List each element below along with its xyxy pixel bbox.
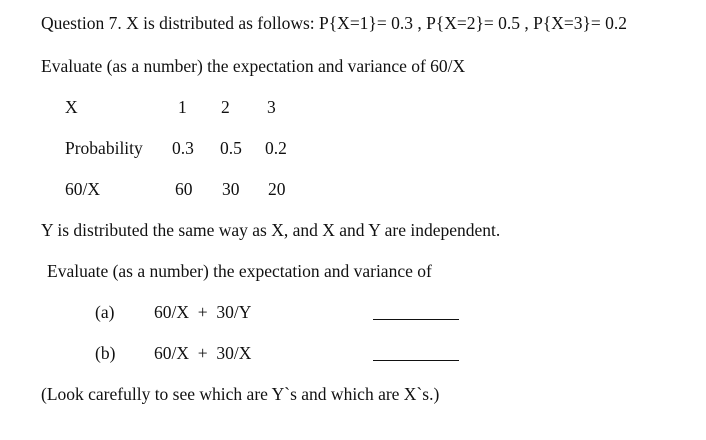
part-b-expression: 60/X + 30/X — [154, 343, 252, 363]
row-label-60x: 60/X — [65, 179, 100, 199]
cell-x-3: 3 — [267, 97, 276, 117]
part-a-expression: 60/X + 30/Y — [154, 302, 252, 322]
cell-prob-1: 0.3 — [172, 138, 194, 158]
part-a-answer-blank[interactable] — [373, 319, 459, 320]
y-statement: Y is distributed the same way as X, and X and Y are independent. — [41, 220, 501, 240]
question-header: Question 7. X is distributed as follows: P{X=1}= 0.3 , P{X=2}= 0.5 , P{X=3}= 0.2 — [41, 13, 628, 33]
cell-x-2: 2 — [221, 97, 230, 117]
cell-x-1: 1 — [178, 97, 187, 117]
row-label-probability: Probability — [65, 138, 143, 158]
instruction-line-2: Evaluate (as a number) the expectation and variance of — [47, 261, 432, 281]
instruction-line: Evaluate (as a number) the expectation and variance of 60/X — [41, 56, 466, 76]
part-b-answer-blank[interactable] — [373, 360, 459, 361]
cell-prob-3: 0.2 — [265, 138, 287, 158]
cell-prob-2: 0.5 — [220, 138, 242, 158]
row-label-x: X — [65, 97, 78, 117]
cell-60x-1: 60 — [175, 179, 193, 199]
footnote: (Look carefully to see which are Y`s and which are X`s.) — [41, 384, 440, 404]
cell-60x-2: 30 — [222, 179, 240, 199]
part-b-label: (b) — [95, 343, 116, 363]
cell-60x-3: 20 — [268, 179, 286, 199]
part-a-label: (a) — [95, 302, 115, 322]
